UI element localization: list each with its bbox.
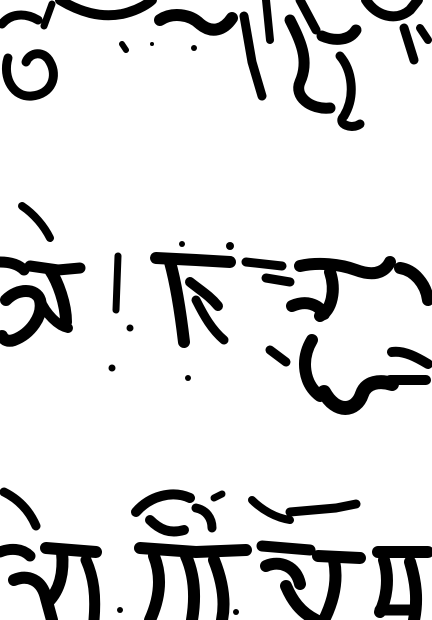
- script-line-top: [2, 0, 428, 126]
- script-line-bottom: [0, 492, 428, 620]
- script-line-middle: [0, 206, 428, 408]
